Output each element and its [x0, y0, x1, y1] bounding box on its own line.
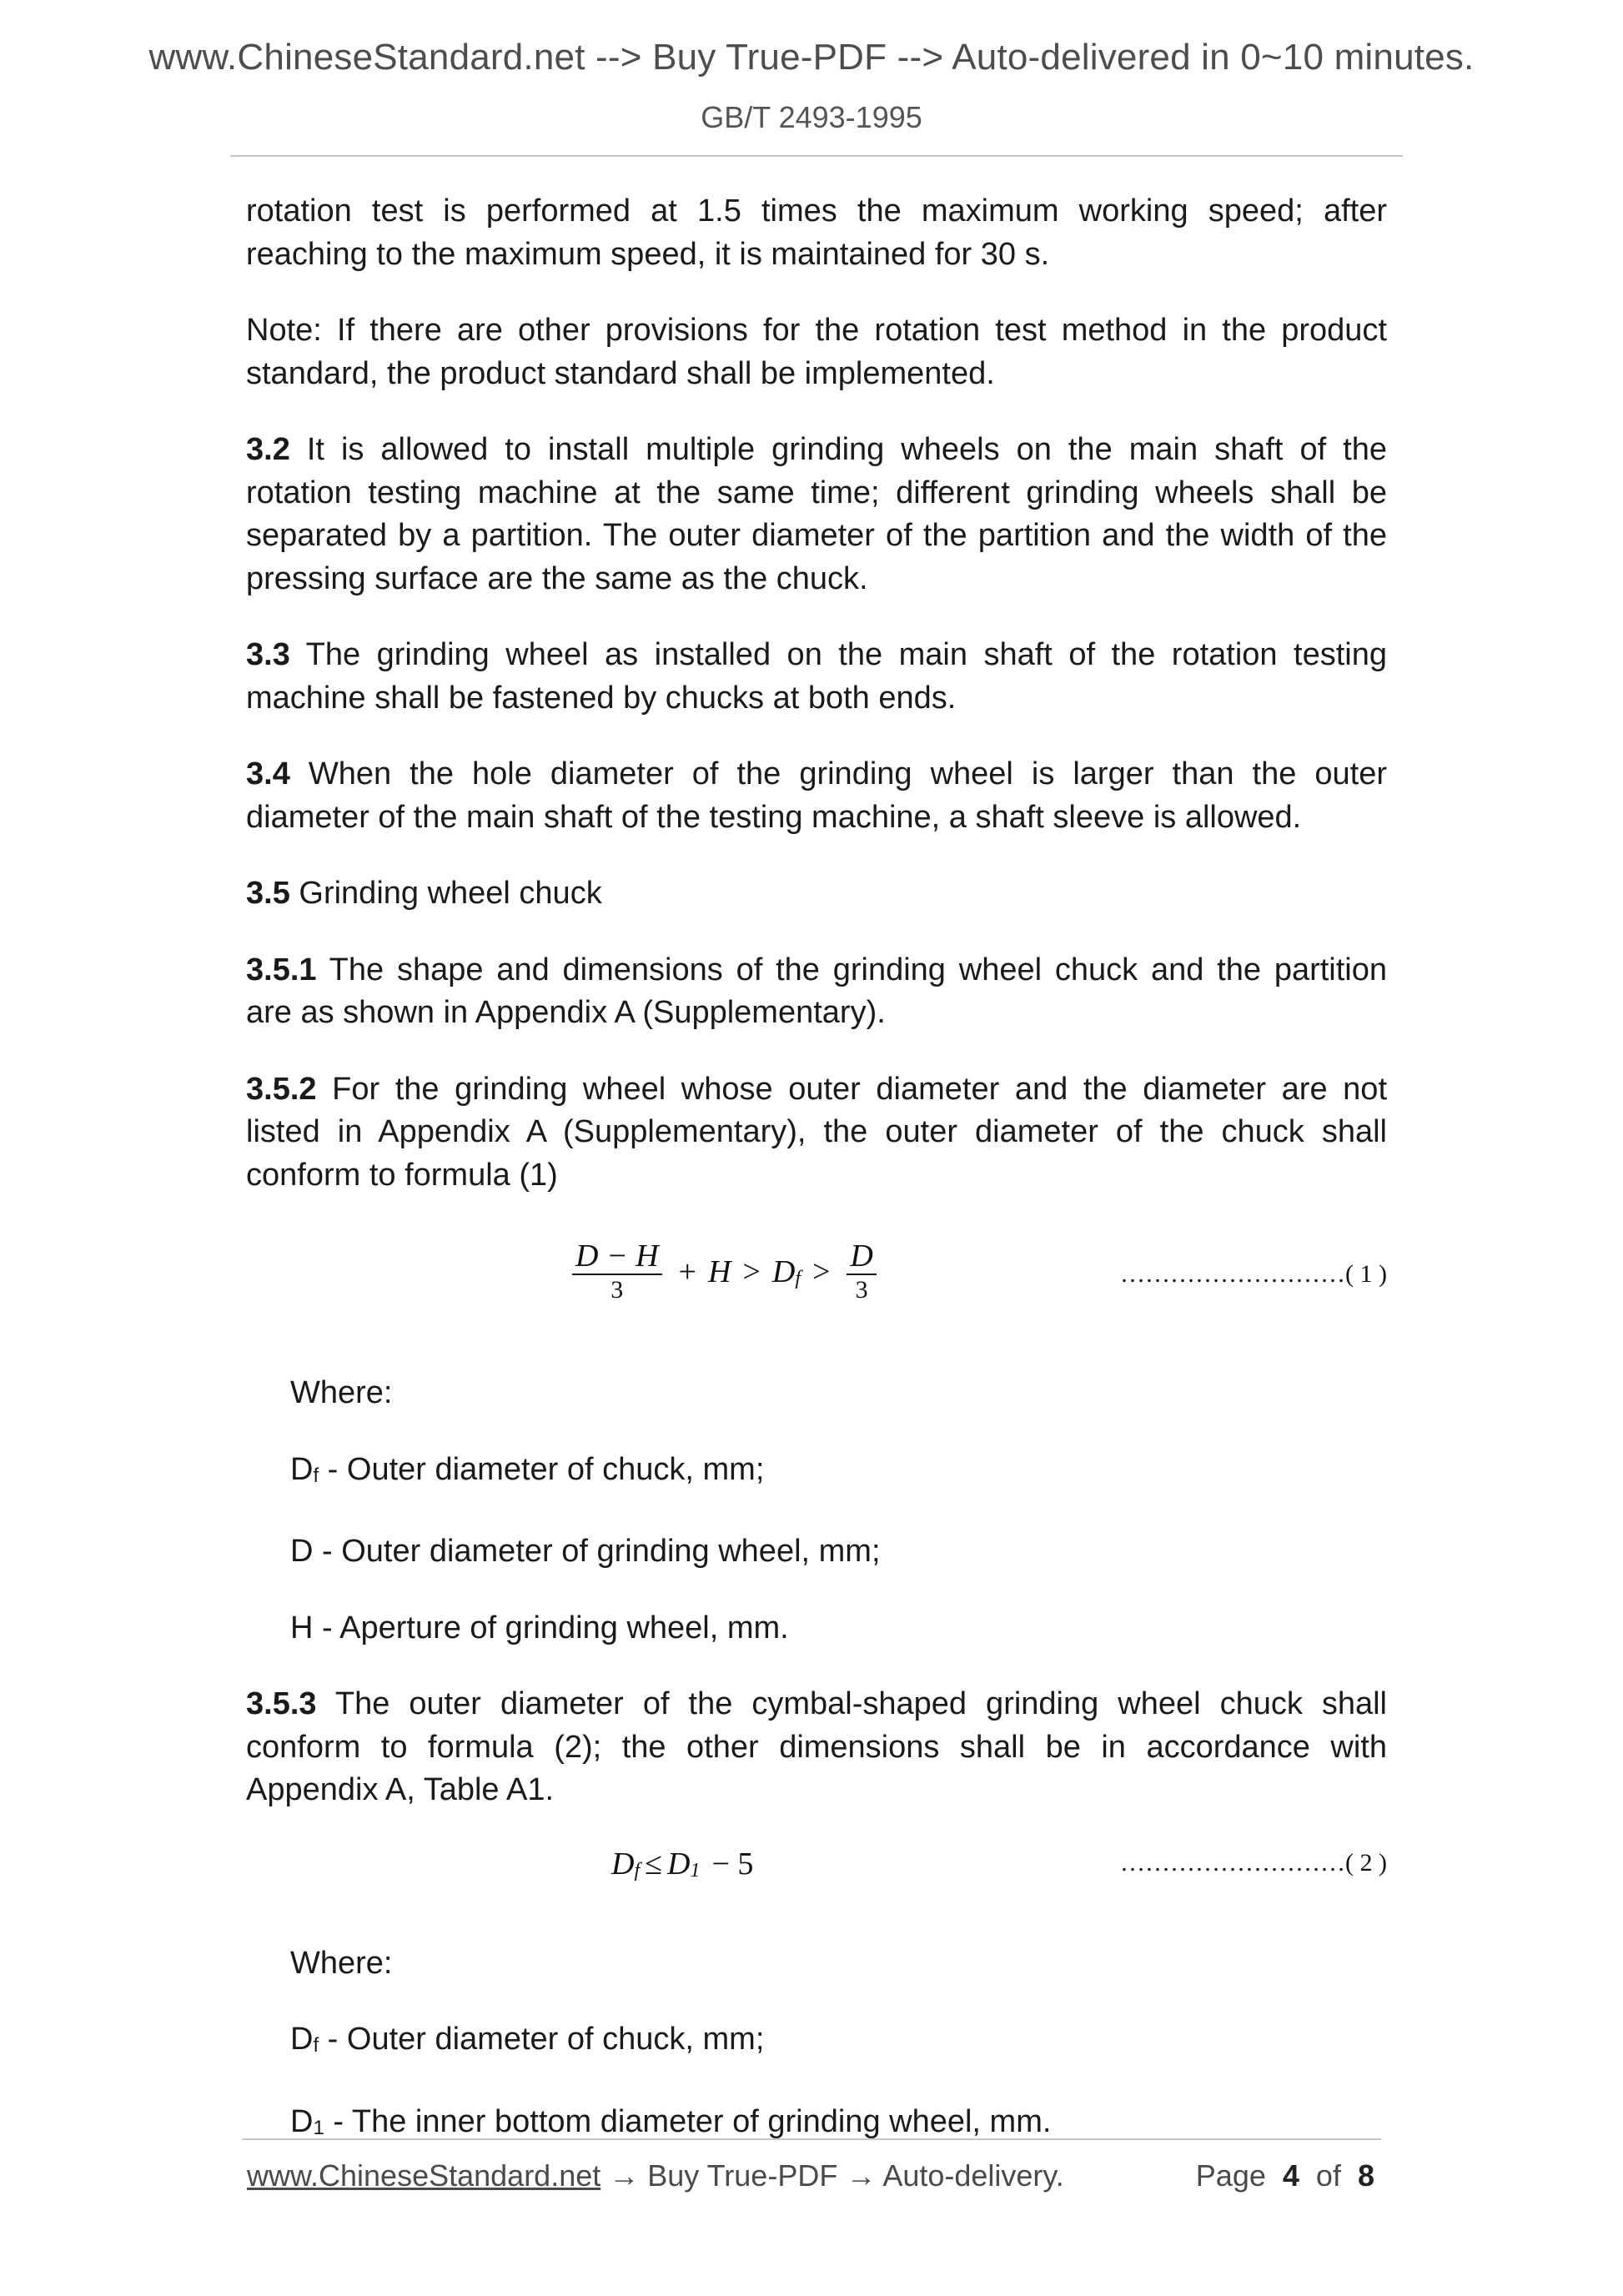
fraction-denominator: 3 — [855, 1276, 868, 1304]
clause-number: 3.5.2 — [246, 1071, 317, 1107]
fraction-numerator: D − H — [572, 1238, 662, 1275]
clause-3-5-1 — [246, 949, 1387, 1035]
minus-five: − 5 — [711, 1846, 754, 1882]
symbol-d1: D1 — [666, 1846, 701, 1882]
clause-number: 3.5.3 — [246, 1686, 317, 1721]
clause-number: 3.5.1 — [246, 952, 317, 987]
paragraph-rotation-test: rotation test is performed at 1.5 times the maximum working speed; after reaching to the maximum speed, it is maintained for 30 s. — [246, 193, 1387, 272]
plus-sign: + — [678, 1254, 696, 1289]
definition-d: D - Outer diameter of grinding wheel, mm; — [290, 1534, 881, 1569]
document-number: GB/T 2493-1995 — [701, 100, 922, 134]
clause-3-5-3 — [246, 1683, 1387, 1812]
note-paragraph: Note: If there are other provisions for the rotation test method in the product standard, the product standard shall be implemented. — [246, 313, 1387, 391]
formula-1 — [246, 1238, 1387, 1339]
greater-than-sign: > — [812, 1254, 831, 1289]
page-indicator: Page 4 of 8 — [1195, 2158, 1374, 2193]
clause-number: 3.4 — [246, 756, 290, 791]
definition-df: Df - Outer diameter of chuck, mm; — [290, 1451, 765, 1487]
symbol-h: H — [707, 1254, 731, 1289]
clause-3-2 — [246, 429, 1387, 600]
total-pages: 8 — [1357, 2158, 1374, 2193]
fraction — [847, 1238, 876, 1305]
clause-3-3 — [246, 634, 1387, 720]
clause-text: Grinding wheel chuck — [299, 876, 602, 911]
clause-3-5 — [246, 872, 1387, 916]
equation-number-2: ………………………( 2 ) — [1120, 1848, 1387, 1876]
clause-text: The outer diameter of the cymbal-shaped grinding wheel chuck shall conform to formula (2); the other dimensions shall be in accordance with Appendix A, Table A1. — [246, 1686, 1387, 1807]
formula-2 — [246, 1846, 1387, 1909]
definition-df: Df - Outer diameter of chuck, mm; — [290, 2022, 765, 2057]
clause-number: 3.3 — [246, 637, 290, 672]
site-banner[interactable]: www.ChineseStandard.net --> Buy True-PDF --> Auto-delivered in 0~10 minutes. — [148, 37, 1475, 78]
fraction-denominator: 3 — [611, 1276, 624, 1304]
clause-text: The grinding wheel as installed on the main shaft of the rotation testing machine shall be fastened by chucks at both ends. — [246, 637, 1387, 716]
clause-3-5-2 — [246, 1068, 1387, 1198]
fraction — [572, 1238, 662, 1305]
clause-text: For the grinding wheel whose outer diameter and the diameter are not listed in Appendix A (Supplementary), the outer diameter of the chuck shall conform to formula (1) — [246, 1071, 1387, 1193]
fraction-numerator: D — [847, 1238, 876, 1275]
formula-2-expression — [611, 1846, 765, 1882]
clause-text: When the hole diameter of the grinding wheel is larger than the outer diameter of the main shaft of the testing machine, a shaft sleeve is allowed. — [246, 756, 1387, 835]
footer-divider — [242, 2138, 1381, 2140]
clause-number: 3.5 — [246, 876, 290, 911]
symbol-df: Df — [611, 1846, 641, 1882]
clause-text: The shape and dimensions of the grinding wheel chuck and the partition are as shown in Appendix A (Supplementary). — [246, 952, 1388, 1030]
equation-number-1: ………………………( 1 ) — [1120, 1260, 1387, 1288]
definition-d1: D1 - The inner bottom diameter of grinding wheel, mm. — [290, 2103, 1052, 2139]
symbol-df: Df — [771, 1254, 801, 1289]
definition-h: H - Aperture of grinding wheel, mm. — [290, 1610, 789, 1645]
where-label: Where: — [290, 1375, 393, 1410]
where-label: Where: — [290, 1945, 393, 1981]
formula-1-expression — [567, 1238, 882, 1305]
footer-site-link[interactable]: www.ChineseStandard.net — [247, 2158, 601, 2193]
current-page: 4 — [1282, 2158, 1299, 2193]
footer-promo-text: → Buy True-PDF → Auto-delivery. — [600, 2158, 1064, 2193]
less-equal-sign: ≤ — [645, 1846, 662, 1882]
clause-number: 3.2 — [246, 432, 290, 467]
greater-than-sign: > — [742, 1254, 761, 1289]
clause-3-4 — [246, 753, 1387, 839]
page-content — [246, 190, 1387, 2183]
clause-text: It is allowed to install multiple grinding wheels on the main shaft of the rotation testing machine at the same time; different grinding wheels shall be separated by a partition. The outer diameter of the partition and the width of the pressing surface are the same as the chuck. — [246, 432, 1387, 596]
header-divider — [230, 155, 1403, 157]
footer-promo — [247, 2158, 1064, 2193]
